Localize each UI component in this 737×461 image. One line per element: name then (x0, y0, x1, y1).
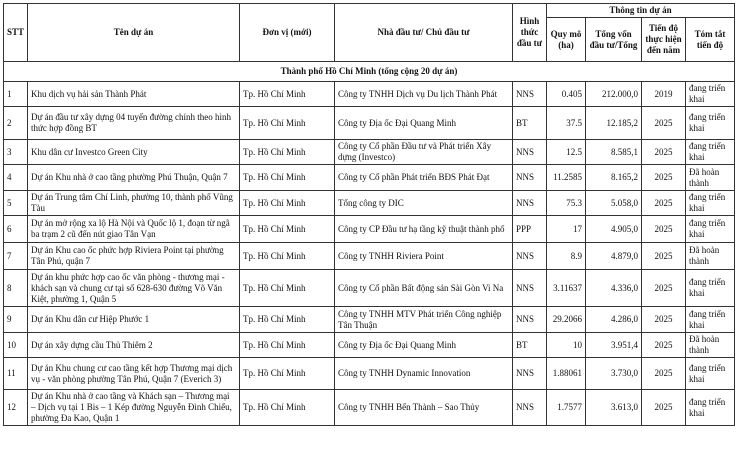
row-capital: 8.585,1 (586, 140, 642, 165)
row-status: đang triển khai (686, 191, 735, 216)
row-investment-form: BT (513, 107, 547, 140)
row-progress-year: 2025 (642, 140, 686, 165)
table-row (4, 390, 735, 426)
header-progress: Tiến độ thực hiện đến năm (642, 18, 686, 62)
row-project-name: Dự án Khu nhà ở cao tầng và Khách sạn – Thương mại – Dịch vụ tại 1 Bis – 1 Kép đường Nguyễn Đình Chiểu, phường Đa Kao, Quận 1 (28, 390, 240, 426)
row-investment-form: NNS (513, 270, 547, 307)
row-unit: Tp. Hồ Chí Minh (240, 140, 335, 165)
section-row (4, 62, 735, 82)
row-investor: Công ty CP Đầu tư hạ tầng kỹ thuật thành phố (335, 216, 513, 243)
table-row (4, 333, 735, 358)
row-project-name: Dự án Khu nhà ở cao tầng phường Phú Thuận, Quận 7 (28, 165, 240, 191)
row-investor: Tổng công ty DIC (335, 191, 513, 216)
row-scale: 37.5 (547, 107, 586, 140)
row-investor: Công ty Cổ phần Đầu tư và Phát triển Xây dựng (Investco) (335, 140, 513, 165)
row-investor: Công ty Cổ phần Bất động sản Sài Gòn Vi Na (335, 270, 513, 307)
row-unit: Tp. Hồ Chí Minh (240, 82, 335, 107)
row-status: đang triển khai (686, 82, 735, 107)
row-investment-form: NNS (513, 82, 547, 107)
row-progress-year: 2025 (642, 243, 686, 270)
header-scale: Quy mô (ha) (547, 18, 586, 62)
row-scale: 12.5 (547, 140, 586, 165)
row-capital: 4.879,0 (586, 243, 642, 270)
row-capital: 4.336,0 (586, 270, 642, 307)
row-capital: 3.613,0 (586, 390, 642, 426)
table-row (4, 165, 735, 191)
row-unit: Tp. Hồ Chí Minh (240, 390, 335, 426)
row-unit: Tp. Hồ Chí Minh (240, 107, 335, 140)
row-progress-year: 2025 (642, 307, 686, 333)
row-project-name: Dự án Trung tâm Chí Linh, phường 10, thành phố Vũng Tàu (28, 191, 240, 216)
row-progress-year: 2025 (642, 165, 686, 191)
row-unit: Tp. Hồ Chí Minh (240, 216, 335, 243)
row-scale: 11.2585 (547, 165, 586, 191)
row-stt: 5 (4, 191, 28, 216)
row-project-name: Dự án mở rộng xa lộ Hà Nội và Quốc lộ 1, đoạn từ ngã ba trạm 2 cũ đến nút giao Tân Vạn (28, 216, 240, 243)
row-project-name: Dự án Khu cao ốc phức hợp Riviera Point tại phường Tân Phú, quận 7 (28, 243, 240, 270)
row-stt: 9 (4, 307, 28, 333)
row-progress-year: 2025 (642, 107, 686, 140)
table-row (4, 243, 735, 270)
table-row (4, 82, 735, 107)
row-investor: Công ty Địa ốc Đại Quang Minh (335, 107, 513, 140)
row-capital: 8.165,2 (586, 165, 642, 191)
row-investment-form: BT (513, 333, 547, 358)
row-scale: 10 (547, 333, 586, 358)
row-investment-form: NNS (513, 140, 547, 165)
row-capital: 5.058,0 (586, 191, 642, 216)
row-scale: 17 (547, 216, 586, 243)
row-stt: 3 (4, 140, 28, 165)
row-stt: 4 (4, 165, 28, 191)
row-status: đang triển khai (686, 140, 735, 165)
row-status: Đã hoàn thành (686, 243, 735, 270)
row-status: đang triển khai (686, 270, 735, 307)
row-capital: 4.286,0 (586, 307, 642, 333)
row-progress-year: 2025 (642, 270, 686, 307)
row-stt: 1 (4, 82, 28, 107)
row-status: Đã hoàn thành (686, 333, 735, 358)
row-project-name: Dự án đầu tư xây dựng 04 tuyến đường chính theo hình thức hợp đồng BT (28, 107, 240, 140)
row-project-name: Khu dân cư Investco Green City (28, 140, 240, 165)
header-project: Tên dự án (28, 4, 240, 62)
row-scale: 1.88061 (547, 358, 586, 390)
row-investor: Công ty Địa ốc Đại Quang Minh (335, 333, 513, 358)
header-summary: Tóm tắt tiến độ (686, 18, 735, 62)
row-capital: 4.905,0 (586, 216, 642, 243)
table-row (4, 358, 735, 390)
row-project-name: Dự án xây dựng cầu Thủ Thiêm 2 (28, 333, 240, 358)
row-stt: 7 (4, 243, 28, 270)
header-form: Hình thức đầu tư (513, 4, 547, 62)
row-investor: Công ty TNHH Riviera Point (335, 243, 513, 270)
row-capital: 12.185,2 (586, 107, 642, 140)
row-stt: 10 (4, 333, 28, 358)
row-investor: Công ty Cổ phần Phát triển BĐS Phát Đạt (335, 165, 513, 191)
row-project-name: Dự án khu phức hợp cao ốc văn phòng - thương mại - khách sạn và chung cư tại số 628-630 đường Võ Văn Kiệt, phường 1, Quận 5 (28, 270, 240, 307)
row-unit: Tp. Hồ Chí Minh (240, 333, 335, 358)
header-unit: Đơn vị (mới) (240, 4, 335, 62)
table-row (4, 191, 735, 216)
table-row (4, 107, 735, 140)
row-unit: Tp. Hồ Chí Minh (240, 243, 335, 270)
row-investment-form: NNS (513, 243, 547, 270)
header-stt: STT (4, 4, 28, 62)
row-status: đang triển khai (686, 307, 735, 333)
row-scale: 29.2066 (547, 307, 586, 333)
projects-table (3, 3, 735, 426)
row-investor: Công ty TNHH Bến Thành – Sao Thủy (335, 390, 513, 426)
row-investor: Công ty TNHH Dynamic Innovation (335, 358, 513, 390)
row-unit: Tp. Hồ Chí Minh (240, 191, 335, 216)
table-row (4, 270, 735, 307)
row-status: đang triển khai (686, 390, 735, 426)
table-row (4, 140, 735, 165)
row-progress-year: 2019 (642, 82, 686, 107)
row-investment-form: NNS (513, 307, 547, 333)
row-investment-form: NNS (513, 191, 547, 216)
row-stt: 2 (4, 107, 28, 140)
row-project-name: Dự án Khu dân cư Hiệp Phước 1 (28, 307, 240, 333)
row-capital: 212.000,0 (586, 82, 642, 107)
row-investment-form: PPP (513, 216, 547, 243)
row-capital: 3.951,4 (586, 333, 642, 358)
row-status: Đã hoàn thành (686, 165, 735, 191)
row-stt: 8 (4, 270, 28, 307)
row-investment-form: NNS (513, 358, 547, 390)
row-stt: 11 (4, 358, 28, 390)
row-scale: 3.11637 (547, 270, 586, 307)
row-status: đang triển khai (686, 216, 735, 243)
table-row (4, 216, 735, 243)
row-stt: 6 (4, 216, 28, 243)
row-investment-form: NNS (513, 390, 547, 426)
row-scale: 1.7577 (547, 390, 586, 426)
row-progress-year: 2025 (642, 333, 686, 358)
row-scale: 75.3 (547, 191, 586, 216)
table-row (4, 307, 735, 333)
row-capital: 3.730,0 (586, 358, 642, 390)
row-scale: 8.9 (547, 243, 586, 270)
row-status: đang triển khai (686, 107, 735, 140)
header-investor: Nhà đầu tư/ Chủ đầu tư (335, 4, 513, 62)
row-progress-year: 2025 (642, 191, 686, 216)
row-status: đang triển khai (686, 358, 735, 390)
row-scale: 0.405 (547, 82, 586, 107)
row-investment-form: NNS (513, 165, 547, 191)
row-unit: Tp. Hồ Chí Minh (240, 270, 335, 307)
row-investor: Công ty TNHH Dịch vụ Du lịch Thành Phát (335, 82, 513, 107)
header-capital: Tổng vốn đầu tư/Tổng (586, 18, 642, 62)
row-unit: Tp. Hồ Chí Minh (240, 165, 335, 191)
row-project-name: Khu dịch vụ hải sản Thành Phát (28, 82, 240, 107)
row-progress-year: 2025 (642, 358, 686, 390)
section-title: Thành phố Hồ Chí Minh (tổng cộng 20 dự án) (4, 62, 735, 82)
row-progress-year: 2025 (642, 216, 686, 243)
header-info-group: Thông tin dự án (547, 4, 735, 18)
row-project-name: Dự án Khu chung cư cao tầng kết hợp Thương mại dịch vụ - văn phòng phường Tân Phú, Quận 7 (Everich 3) (28, 358, 240, 390)
row-investor: Công ty TNHH MTV Phát triển Công nghiệp Tân Thuận (335, 307, 513, 333)
row-stt: 12 (4, 390, 28, 426)
row-progress-year: 2025 (642, 390, 686, 426)
row-unit: Tp. Hồ Chí Minh (240, 307, 335, 333)
row-unit: Tp. Hồ Chí Minh (240, 358, 335, 390)
